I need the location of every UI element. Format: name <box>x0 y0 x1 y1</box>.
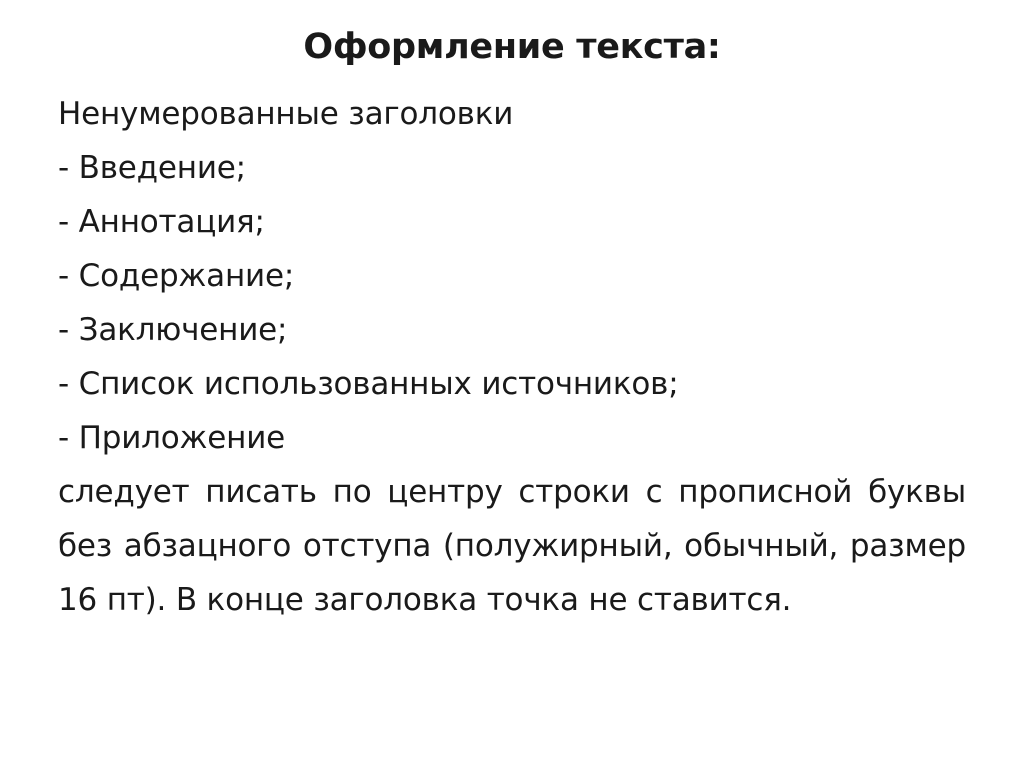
slide-title: Оформление текста: <box>303 27 721 67</box>
list-item: - Содержание; <box>58 258 295 294</box>
body-paragraph: следует писать по центру строки с прописной буквы без абзацного отступа (полужирный, обычный, размер 16 пт). В конце заголовка точка не ставится. <box>58 474 966 618</box>
list-item: - Введение; <box>58 150 246 186</box>
subheading: Ненумерованные заголовки <box>58 96 514 132</box>
list-item: - Приложение <box>58 420 286 456</box>
slide-body <box>58 87 966 627</box>
list-item: - Аннотация; <box>58 204 265 240</box>
list-item: - Список использованных источников; <box>58 366 679 402</box>
list-item: - Заключение; <box>58 312 288 348</box>
